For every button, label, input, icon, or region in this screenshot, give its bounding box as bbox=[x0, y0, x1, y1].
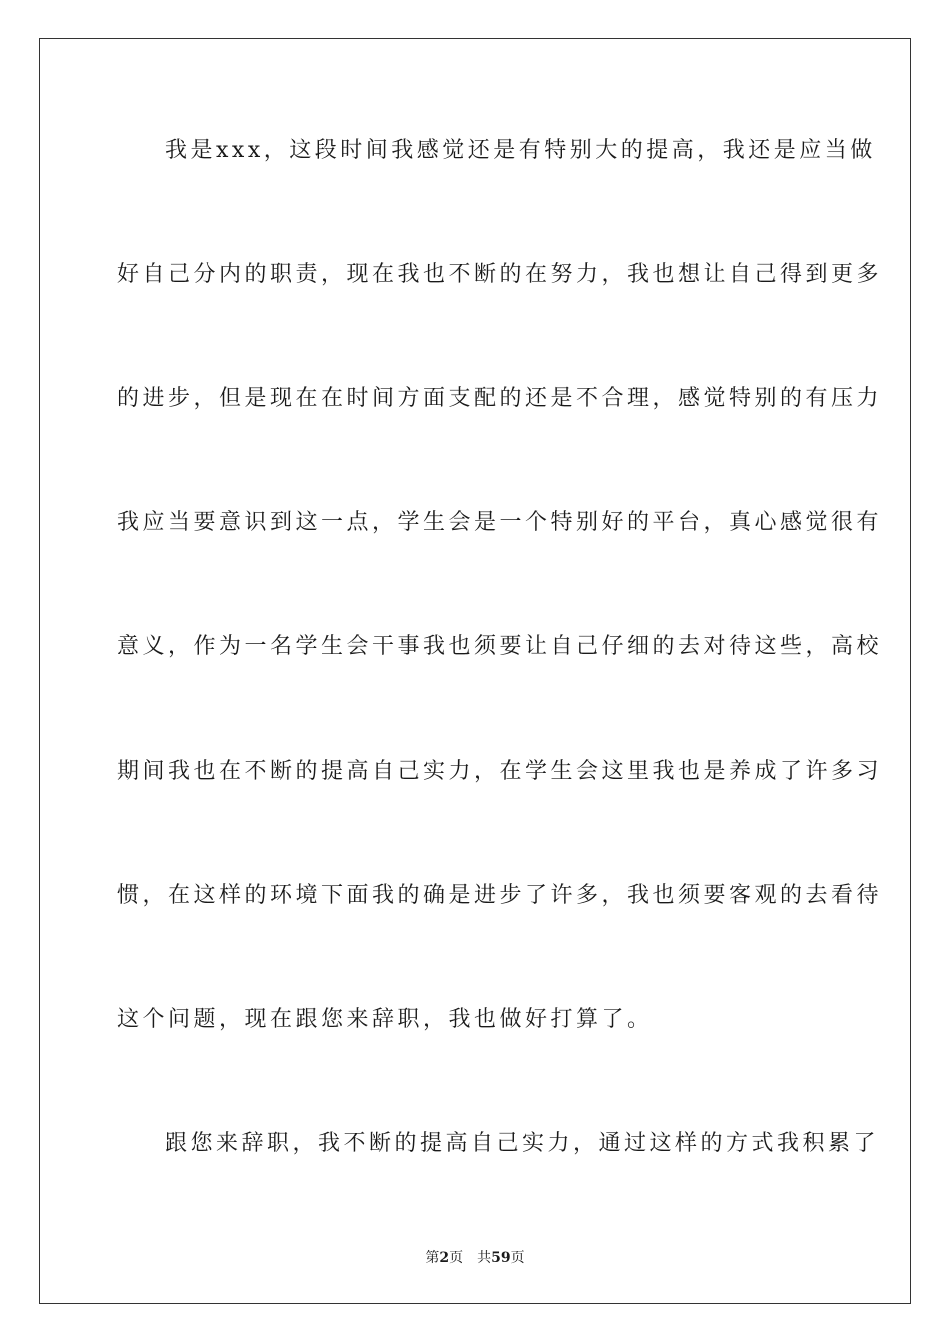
paragraph-line-9: 跟您来辞职，我不断的提高自己实力，通过这样的方式我积累了 bbox=[165, 1131, 880, 1156]
footer-page-prefix: 第 bbox=[425, 1250, 440, 1266]
footer-total-prefix: 共 bbox=[477, 1250, 492, 1266]
paragraph-line-8: 这个问题，现在跟您来辞职，我也做好打算了。 bbox=[117, 1007, 653, 1032]
footer-total-pages: 59 bbox=[491, 1250, 511, 1266]
page-footer bbox=[0, 1248, 950, 1268]
paragraph-line-1: 我是xxx，这段时间我感觉还是有特别大的提高，我还是应当做 bbox=[165, 138, 876, 163]
page-border bbox=[39, 38, 911, 1304]
footer-total-suffix: 页 bbox=[510, 1250, 525, 1266]
paragraph-line-4: 我应当要意识到这一点，学生会是一个特别好的平台，真心感觉很有 bbox=[117, 510, 883, 535]
paragraph-line-6: 期间我也在不断的提高自己实力，在学生会这里我也是养成了许多习 bbox=[117, 759, 883, 784]
paragraph-line-7: 惯，在这样的环境下面我的确是进步了许多，我也须要客观的去看待 bbox=[117, 883, 883, 908]
footer-page-number: 2 bbox=[439, 1250, 450, 1266]
footer-page-suffix: 页 bbox=[449, 1250, 464, 1266]
paragraph-line-5: 意义，作为一名学生会干事我也须要让自己仔细的去对待这些，高校 bbox=[117, 634, 883, 659]
paragraph-line-2: 好自己分内的职责，现在我也不断的在努力，我也想让自己得到更多 bbox=[117, 262, 883, 287]
paragraph-line-3: 的进步，但是现在在时间方面支配的还是不合理，感觉特别的有压力 bbox=[117, 386, 883, 411]
